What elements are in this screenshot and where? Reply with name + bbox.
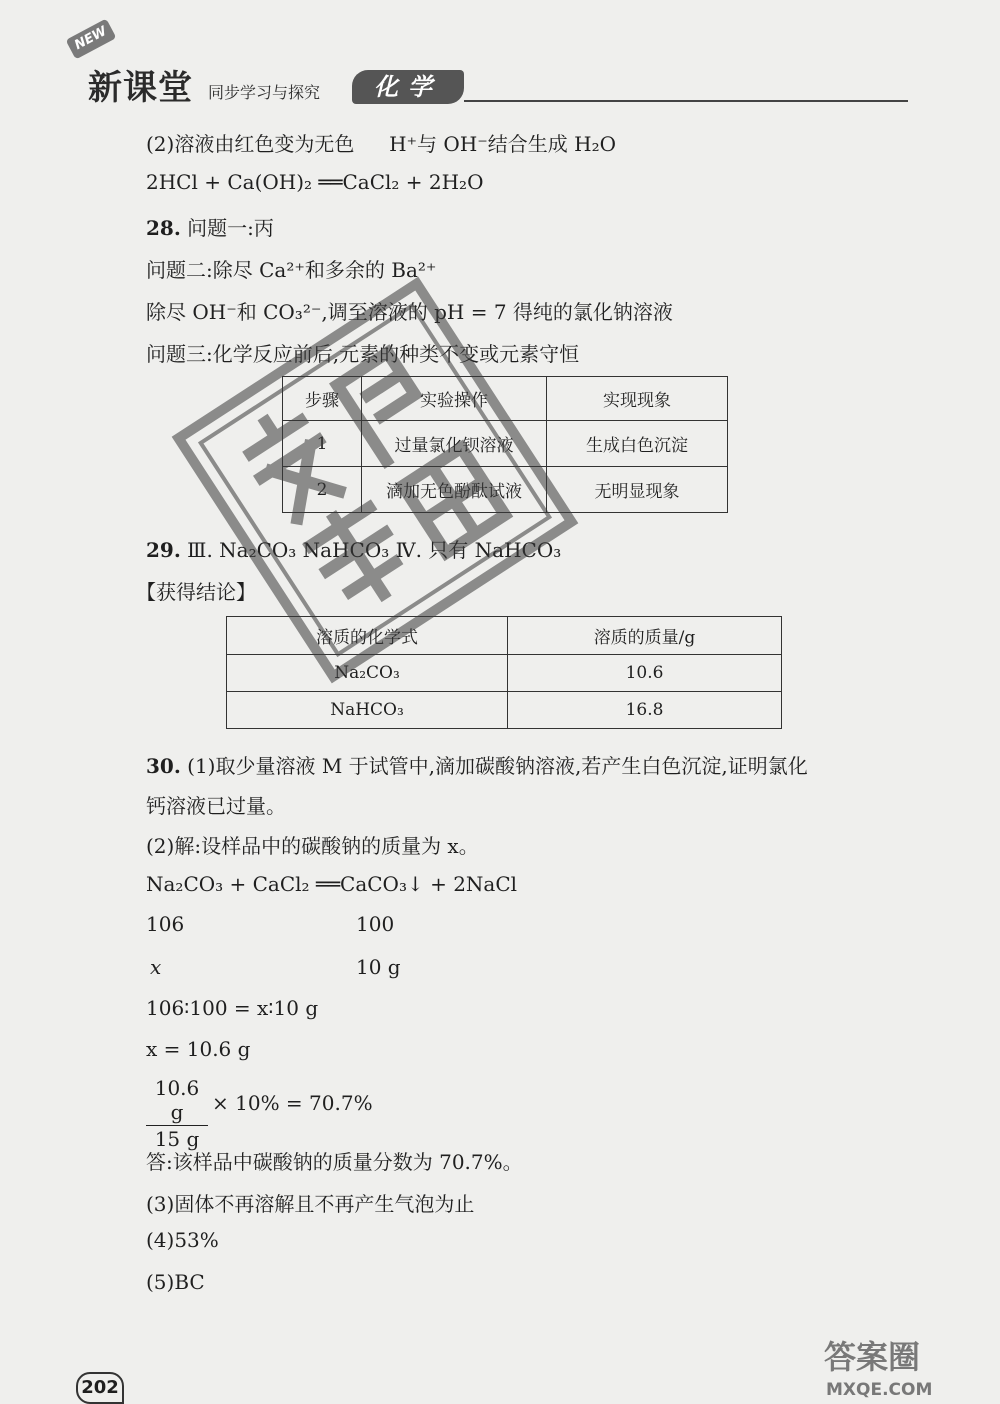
svg-text:答案圈: 答案圈 [824, 1338, 921, 1376]
q28-cell: 滴加无色酚酞试液 [362, 467, 547, 513]
subject-label: 化学 [352, 70, 464, 104]
q30-percent-calc: × 10% = 70.7% [212, 1091, 373, 1115]
q30-part3: (3)固体不再溶解且不再产生气泡为止 [146, 1192, 475, 1216]
q30-part2: (2)解:设样品中的碳酸钠的质量为 x。 [146, 834, 479, 858]
header-rule [464, 100, 908, 102]
q30-part4: (4)53% [146, 1228, 219, 1252]
q27-part2 [146, 128, 616, 157]
q29-text: Ⅲ. Na₂CO₃ NaHCO₃ Ⅳ. 只有 NaHCO₃ [187, 538, 562, 562]
q28-cell: 过量氯化钡溶液 [362, 421, 547, 467]
q28-cell: 生成白色沉淀 [547, 421, 728, 467]
svg-text:MXQE.COM: MXQE.COM [826, 1380, 933, 1400]
q30-ratio: 106∶100 = x∶10 g [146, 996, 319, 1020]
q30-fraction-numerator: 10.6 g [146, 1076, 208, 1126]
q29-cell: 16.8 [508, 692, 782, 729]
answer-logo-watermark [824, 1336, 974, 1376]
brand-title: 新课堂 [88, 68, 193, 108]
q29-cell: NaHCO₃ [227, 692, 508, 729]
q30-fraction-denominator: 15 g [154, 1127, 200, 1151]
q28-cell: 无明显现象 [547, 467, 728, 513]
q29-cell: Na₂CO₃ [227, 655, 508, 692]
q30-known-mass: 10 g [356, 955, 401, 979]
q30-part5: (5)BC [146, 1270, 205, 1294]
q30-part1-cont: 钙溶液已过量。 [146, 794, 286, 818]
q28-th-phenomenon: 实现现象 [547, 377, 728, 421]
q30-x-value: x = 10.6 g [146, 1037, 251, 1061]
page-number: 202 [76, 1372, 124, 1404]
q28-problem-1-text: 问题一:丙 [187, 216, 274, 240]
table-row [227, 692, 782, 729]
q28-cell: 1 [283, 421, 362, 467]
q30-unknown-x: x [150, 955, 162, 979]
q27-part2-reason: H⁺与 OH⁻结合生成 H₂O [389, 132, 617, 156]
q30-number: 30. [146, 754, 181, 778]
q28-problem-3: 问题三:化学反应前后,元素的种类不变或元素守恒 [146, 342, 580, 366]
q27-equation: 2HCl + Ca(OH)₂ ══CaCl₂ + 2H₂O [146, 170, 484, 194]
q29-cell: 10.6 [508, 655, 782, 692]
q29-number: 29. [146, 538, 181, 562]
q28-th-step: 步骤 [283, 377, 362, 421]
q29-th-formula: 溶质的化学式 [227, 617, 508, 655]
q28-th-operation: 实验操作 [362, 377, 547, 421]
q30-answer: 答:该样品中碳酸钠的质量分数为 70.7%。 [146, 1150, 523, 1174]
header [60, 20, 920, 110]
q28-problem-2: 问题二:除尽 Ca²⁺和多余的 Ba²⁺ [146, 258, 437, 282]
book-subtitle: 同步学习与探究 [208, 83, 321, 102]
q30-fraction [146, 1076, 208, 1151]
q27-part2-label: (2)溶液由红色变为无色 [146, 132, 355, 156]
q29-th-mass: 溶质的质量/g [508, 617, 782, 655]
q30-molar-mass-a: 106 [146, 912, 185, 936]
q30-part1 [146, 750, 808, 779]
q30-part1-text: (1)取少量溶液 M 于试管中,滴加碳酸钠溶液,若产生白色沉淀,证明氯化 [187, 754, 808, 778]
q28-cell: 2 [283, 467, 362, 513]
q30-molar-mass-b: 100 [356, 912, 395, 936]
q28-problem-2-cont: 除尽 OH⁻和 CO₃²⁻,调至溶液的 pH = 7 得纯的氯化钠溶液 [146, 300, 673, 324]
site-watermark [826, 1378, 976, 1400]
q29-conclusion-heading: 【获得结论】 [136, 580, 256, 604]
new-badge: NEW [66, 18, 117, 59]
q30-equation: Na₂CO₃ + CaCl₂ ══CaCO₃↓ + 2NaCl [146, 872, 518, 896]
q28-number: 28. [146, 216, 181, 240]
q28-problem-1 [146, 212, 274, 241]
